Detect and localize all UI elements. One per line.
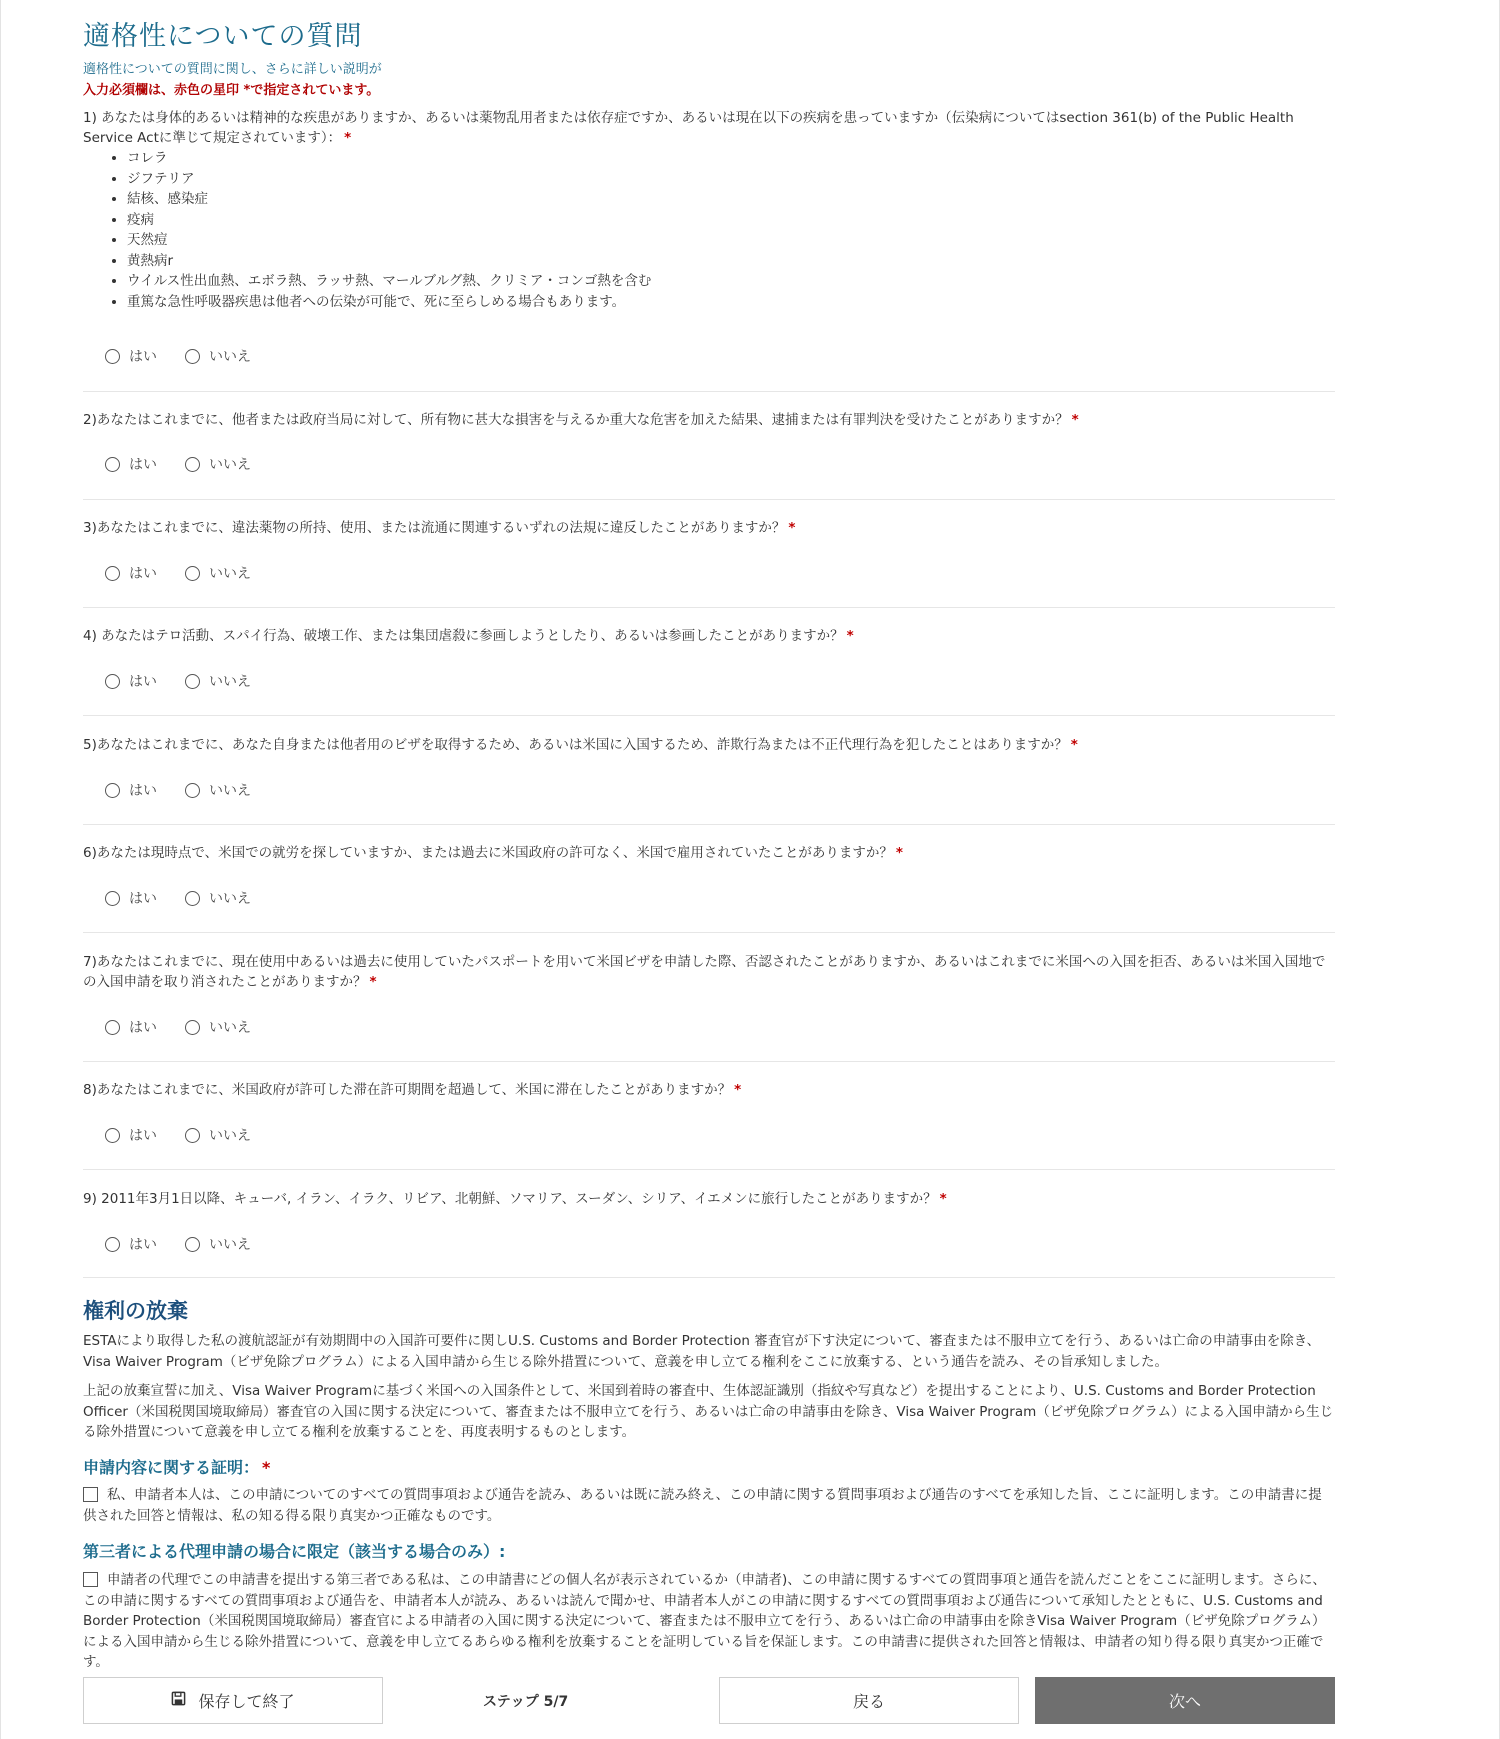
disease-item: • 疫病 (127, 210, 651, 231)
form-navigation (83, 1677, 1335, 1725)
required-asterisk: * (1071, 412, 1079, 428)
radio-button[interactable] (105, 783, 120, 798)
question-3: 3)あなたはこれまでに、違法薬物の所持、使用、または流通に関連するいずれの法規に違反したことがありますか？ * (83, 520, 796, 536)
disease-list (83, 148, 651, 312)
disease-item: • ウイルス性出血熱、エボラ熱、ラッサ熱、マールブルグ熱、クリミア・コンゴ熱を含む (127, 271, 651, 292)
radio-yes-q3[interactable]: はい (105, 563, 157, 583)
divider (83, 1277, 1335, 1278)
third-party-checkbox-row[interactable] (83, 1570, 1335, 1673)
radio-no-q4[interactable]: いいえ (185, 671, 251, 691)
radio-yes-q8[interactable]: はい (105, 1125, 157, 1145)
divider (83, 1169, 1335, 1170)
question-9-options (105, 1232, 279, 1256)
radio-no-q7[interactable]: いいえ (185, 1017, 251, 1037)
waiver-paragraph-2: 上記の放棄宣誓に加え、Visa Waiver Programに基づく米国への入国条件として、米国到着時の審査中、生体認証識別（指紋や写真など）を提出することにより、U.S. Customs and Border Protection Officer（米国税関国境取締局）審査官の入国に関する決定について、審査または不服申立てを行う、あるいは亡命の申請事由を除き、Visa Waiver Program（ビザ免除プログラム）による入国申請から生じる除外措置について意義を申し立てる権利を放棄することを、再度表明するものとします。 (83, 1383, 1334, 1440)
required-fields-note: 入力必須欄は、赤色の星印 *で指定されています。 (83, 83, 380, 98)
radio-button[interactable] (185, 1128, 200, 1143)
radio-button[interactable] (185, 674, 200, 689)
divider (83, 1061, 1335, 1062)
radio-yes-q2[interactable]: はい (105, 454, 157, 474)
third-party-checkbox[interactable] (83, 1572, 98, 1587)
certification-checkbox[interactable] (83, 1487, 98, 1502)
question-8: 8)あなたはこれまでに、米国政府が許可した滞在許可期間を超過して、米国に滞在したことがありますか？ * (83, 1082, 742, 1098)
disease-item: • 結核、感染症 (127, 189, 651, 210)
question-9: 9) 2011年3月1日以降、キューバ, イラン、イラク、リビア、北朝鮮、ソマリア、スーダン、シリア、イエメンに旅行したことがありますか？ * (83, 1191, 947, 1207)
question-4-options (105, 669, 279, 693)
required-asterisk: * (1070, 737, 1078, 753)
radio-button[interactable] (185, 783, 200, 798)
divider (83, 824, 1335, 825)
certification-text: 私、申請者本人は、この申請についてのすべての質問事項および通告を読み、あるいは既に読み終え、この申請に関する質問事項および通告のすべてを承知した旨、ここに証明します。この申請書に提供された回答と情報は、私の知る得る限り真実かつ正確なものです。 (83, 1487, 1322, 1524)
save-icon (171, 1691, 186, 1710)
radio-yes-q7[interactable]: はい (105, 1017, 157, 1037)
question-6-options (105, 886, 279, 910)
radio-button[interactable] (105, 674, 120, 689)
divider (83, 499, 1335, 500)
disease-item: • 天然痘 (127, 230, 651, 251)
disease-item: • 重篤な急性呼吸器疾患は他者への伝染が可能で、死に至らしめる場合もあります。 (127, 292, 651, 313)
radio-button[interactable] (185, 1020, 200, 1035)
help-description-link[interactable]: 適格性についての質問に関し、さらに詳しい説明が (83, 62, 382, 77)
save-button-label: 保存して終了 (198, 1692, 295, 1711)
question-5: 5)あなたはこれまでに、あなた自身または他者用のビザを取得するため、あるいは米国に入国するため、詐欺行為または不正代理行為を犯したことはありますか？ * (83, 737, 1078, 753)
radio-no-q9[interactable]: いいえ (185, 1234, 251, 1254)
required-asterisk: * (262, 1458, 271, 1477)
certification-checkbox-row[interactable] (83, 1485, 1335, 1526)
question-7: 7)あなたはこれまでに、現在使用中あるいは過去に使用していたパスポートを用いて米国ビザを申請した際、否認されたことがありますか、あるいはこれまでに米国への入国を拒否、あるいは米国入国地での入国申請を取り消されたことがありますか？ * (83, 954, 1326, 990)
radio-yes-q1[interactable]: はい (105, 346, 157, 366)
radio-yes-q6[interactable]: はい (105, 888, 157, 908)
third-party-text: 申請者の代理でこの申請書を提出する第三者である私は、この申請書にどの個人名が表示されているか（申請者)、この申請に関するすべての質問事項と通告を読んだことをここに証明します。さらに、この申請に関するすべての質問事項および通告を、申請者本人が読み、あるいは読んで聞かせ、申請者本人がこの申請に関するすべての質問事項および通告について承知したとともに、U.S. Customs and Border Protection（米国税関国境取締局）審査官による申請者の入国に関する決定について、審査または不服申立てを行う、あるいは亡命の申請事由を除きVisa Waiver Program（ビザ免除プログラム）による入国申請から生じる除外措置について、意義を申し立てるあらゆる権利を放棄することを証明している旨を保証します。この申請書に提供された回答と情報は、申請者の知り得る限り真実かつ正確です。 (83, 1572, 1326, 1670)
radio-button[interactable] (105, 457, 120, 472)
radio-no-q1[interactable]: いいえ (185, 346, 251, 366)
question-4: 4) あなたはテロ活動、スパイ行為、破壊工作、または集団虐殺に参画しようとしたり、あるいは参画したことがありますか？ * (83, 628, 854, 644)
page-title: 適格性についての質問 (83, 21, 363, 52)
radio-yes-q4[interactable]: はい (105, 671, 157, 691)
radio-no-q5[interactable]: いいえ (185, 780, 251, 800)
radio-button[interactable] (105, 1020, 120, 1035)
back-button[interactable]: 戻る (719, 1677, 1019, 1724)
radio-button[interactable] (185, 566, 200, 581)
radio-no-q8[interactable]: いいえ (185, 1125, 251, 1145)
certification-title: 申請内容に関する証明： * (83, 1458, 271, 1477)
radio-button[interactable] (105, 349, 120, 364)
save-and-exit-button[interactable] (83, 1677, 383, 1724)
question-1-text: 1) あなたは身体的あるいは精神的な疾患がありますか、あるいは薬物乱用者または依存症ですか、あるいは現在以下の疾病を患っていますか（伝染病についてはsection 361(b) of the Public Health Service Actに準じて規定されています）： (83, 110, 1294, 146)
required-asterisk: * (846, 628, 854, 644)
required-asterisk: * (734, 1082, 742, 1098)
required-asterisk: * (788, 520, 796, 536)
required-asterisk: * (939, 1191, 947, 1207)
disease-item: • コレラ (127, 148, 651, 169)
required-asterisk: * (895, 845, 903, 861)
question-2-options (105, 452, 279, 476)
question-1 (83, 108, 1335, 148)
divider (83, 391, 1335, 392)
question-5-options (105, 778, 279, 802)
third-party-title: 第三者による代理申請の場合に限定（該当する場合のみ）: (83, 1542, 506, 1561)
disease-item: • ジフテリア (127, 169, 651, 190)
disease-item: • 黄熱病r (127, 251, 651, 272)
radio-button[interactable] (185, 457, 200, 472)
required-asterisk: * (369, 974, 377, 990)
radio-yes-q9[interactable]: はい (105, 1234, 157, 1254)
radio-button[interactable] (185, 349, 200, 364)
step-indicator: ステップ 5/7 (483, 1693, 569, 1710)
radio-yes-q5[interactable]: はい (105, 780, 157, 800)
question-6: 6)あなたは現時点で、米国での就労を探していますか、または過去に米国政府の許可なく、米国で雇用されていたことがありますか？ * (83, 845, 903, 861)
required-asterisk: * (344, 130, 352, 146)
divider (83, 932, 1335, 933)
question-1-options (105, 344, 279, 368)
question-8-options (105, 1123, 279, 1147)
question-2: 2)あなたはこれまでに、他者または政府当局に対して、所有物に甚大な損害を与えるか重大な危害を加えた結果、逮捕または有罪判決を受けたことがありますか？ * (83, 412, 1079, 428)
question-7-options (105, 1015, 279, 1039)
radio-no-q6[interactable]: いいえ (185, 888, 251, 908)
divider (83, 607, 1335, 608)
next-button[interactable]: 次へ (1035, 1677, 1335, 1724)
radio-no-q3[interactable]: いいえ (185, 563, 251, 583)
divider (83, 715, 1335, 716)
radio-no-q2[interactable]: いいえ (185, 454, 251, 474)
radio-button[interactable] (185, 1237, 200, 1252)
radio-button[interactable] (105, 891, 120, 906)
question-3-options (105, 561, 279, 585)
waiver-section-title: 権利の放棄 (83, 1299, 188, 1323)
radio-button[interactable] (105, 1237, 120, 1252)
radio-button[interactable] (105, 566, 120, 581)
radio-button[interactable] (105, 1128, 120, 1143)
radio-button[interactable] (185, 891, 200, 906)
waiver-paragraph-1: ESTAにより取得した私の渡航認証が有効期間中の入国許可要件に関しU.S. Customs and Border Protection 審査官が下す決定について、審査または不服申立てを行う、あるいは亡命の申請事由を除き、Visa Waiver Program（ビザ免除プログラム）による入国申請から生じる除外措置について、意義を申し立てる権利をここに放棄する、という通告を読み、その旨承知しました。 (83, 1333, 1321, 1370)
